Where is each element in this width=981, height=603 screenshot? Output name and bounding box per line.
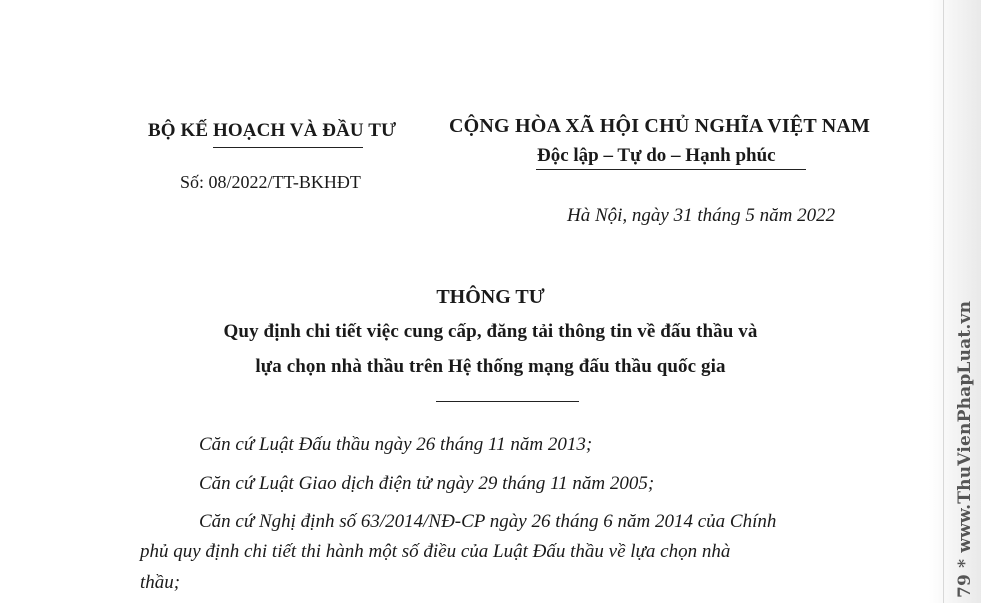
ministry-underline bbox=[213, 147, 363, 148]
legal-basis-2: Căn cứ Luật Giao dịch điện tử ngày 29 tháng 11 năm 2005; bbox=[199, 473, 655, 494]
legal-basis-3-line-2: phủ quy định chi tiết thi hành một số điều của Luật Đấu thầu về lựa chọn nhà bbox=[140, 541, 731, 562]
document-subject-line-1: Quy định chi tiết việc cung cấp, đăng tải thông tin về đấu thầu và bbox=[223, 321, 758, 342]
place-date-line: Hà Nội, ngày 31 tháng 5 năm 2022 bbox=[567, 205, 836, 226]
ministry-name: BỘ KẾ HOẠCH VÀ ĐẦU TƯ bbox=[148, 120, 397, 141]
document-number: Số: 08/2022/TT-BKHĐT bbox=[180, 172, 361, 192]
motto-underline bbox=[536, 169, 806, 170]
document-type-heading: THÔNG TƯ bbox=[436, 286, 545, 308]
legal-basis-1: Căn cứ Luật Đấu thầu ngày 26 tháng 11 năm 2013; bbox=[199, 434, 593, 455]
national-title: CỘNG HÒA XÃ HỘI CHỦ NGHĨA VIỆT NAM bbox=[449, 115, 871, 137]
document-subject-line-2: lựa chọn nhà thầu trên Hệ thống mạng đấu thầu quốc gia bbox=[255, 356, 726, 377]
website-watermark: 79 * www.ThuVienPhapLuat.vn bbox=[955, 300, 975, 598]
title-separator-rule bbox=[436, 401, 579, 402]
national-motto: Độc lập – Tự do – Hạnh phúc bbox=[537, 145, 776, 166]
legal-basis-3-line-1: Căn cứ Nghị định số 63/2014/NĐ-CP ngày 26 tháng 6 năm 2014 của Chính bbox=[199, 511, 777, 532]
legal-basis-3-line-3: thầu; bbox=[140, 572, 181, 593]
